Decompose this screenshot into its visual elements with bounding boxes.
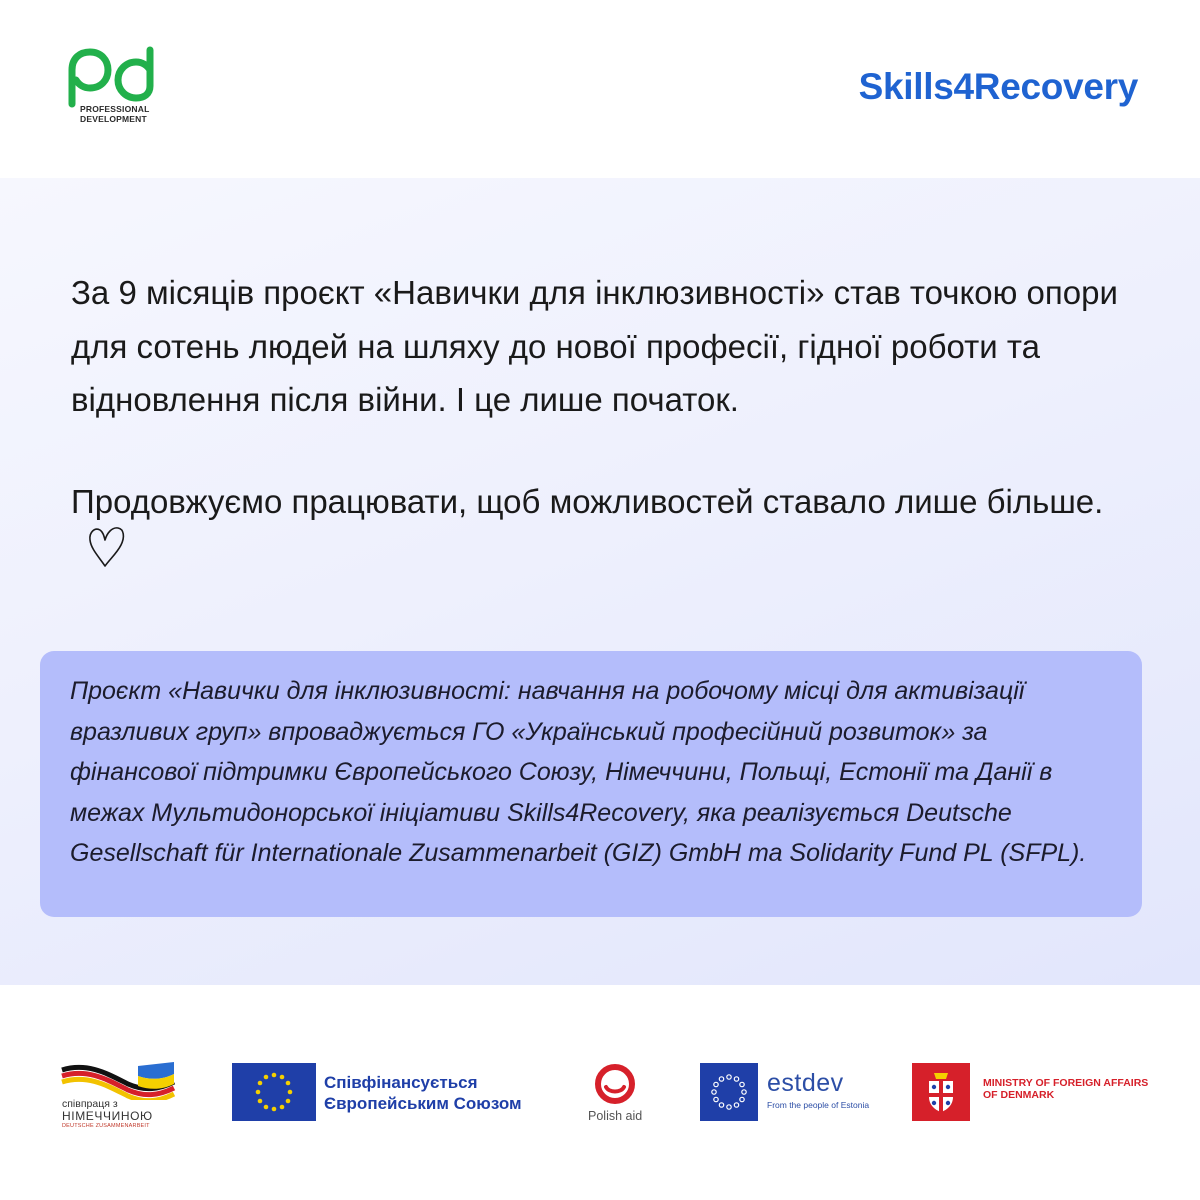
polish-aid-mark-icon <box>591 1063 651 1107</box>
germany-cooperation-logo <box>58 1060 188 1130</box>
denmark-crest-icon <box>912 1063 970 1121</box>
eu-line2: Європейським Союзом <box>324 1094 522 1113</box>
pd-caption-line1: PROFESSIONAL <box>80 104 150 114</box>
professional-development-logo <box>66 46 176 130</box>
pd-logo-mark-icon <box>66 46 162 108</box>
polish-aid-logo <box>583 1063 663 1133</box>
header <box>0 0 1200 178</box>
estdev-logo <box>700 1063 880 1123</box>
pd-caption-line2: DEVELOPMENT <box>80 114 147 124</box>
partner-logos <box>0 985 1200 1200</box>
germany-line1: співпраця з <box>62 1098 118 1110</box>
project-info-box <box>40 651 1142 917</box>
pd-logo-caption <box>80 104 149 124</box>
eu-cofunded-logo <box>232 1063 552 1123</box>
eu-line1: Співфінансується <box>324 1073 478 1092</box>
main-content <box>0 178 1200 985</box>
heart-outline-icon <box>85 523 127 585</box>
estdev-subtitle: From the people of Estonia <box>767 1100 870 1110</box>
denmark-mfa-logo <box>912 1063 1162 1123</box>
second-paragraph-text: Продовжуємо працювати, щоб можливостей ставало лише більше. <box>71 483 1104 520</box>
skills4recovery-brand: Skills4Recovery <box>858 66 1138 107</box>
germany-ukraine-ribbon-icon <box>58 1060 178 1100</box>
germany-line3: DEUTSCHE ZUSAMMENARBEIT <box>62 1123 150 1129</box>
polish-aid-text: Polish aid <box>588 1109 643 1123</box>
germany-line2: НІМЕЧЧИНОЮ <box>62 1109 153 1123</box>
eu-flag-icon <box>700 1063 758 1121</box>
denmark-line2: OF DENMARK <box>983 1089 1055 1101</box>
second-paragraph <box>71 475 1151 585</box>
eu-cofunded-text <box>324 1072 522 1114</box>
denmark-mfa-text <box>983 1077 1148 1101</box>
lead-paragraph: За 9 місяців проєкт «Навички для інклюзивності» став точкою опори для сотень людей на шляху до нової професії, гідної роботи та відновлення після війни. І це лише початок. <box>71 274 1118 418</box>
project-info-text: Проєкт «Навички для інклюзивності: навчання на робочому місці для активізації вразливих груп» впроваджується ГО «Український професійний розвиток» за фінансової підтримки Європейського Союзу, Німеччини, Польщі, Естонії та Данії в межах Мультидонорської ініціативи Skills4Recovery, яка реалізується Deutsche Gesellschaft für Internationale Zusammenarbeit (GIZ) GmbH та Solidarity Fund PL (SFPL). <box>70 677 1087 867</box>
eu-flag-icon <box>232 1063 316 1121</box>
denmark-line1: MINISTRY OF FOREIGN AFFAIRS <box>983 1077 1149 1089</box>
estdev-name: estdev <box>767 1069 844 1097</box>
